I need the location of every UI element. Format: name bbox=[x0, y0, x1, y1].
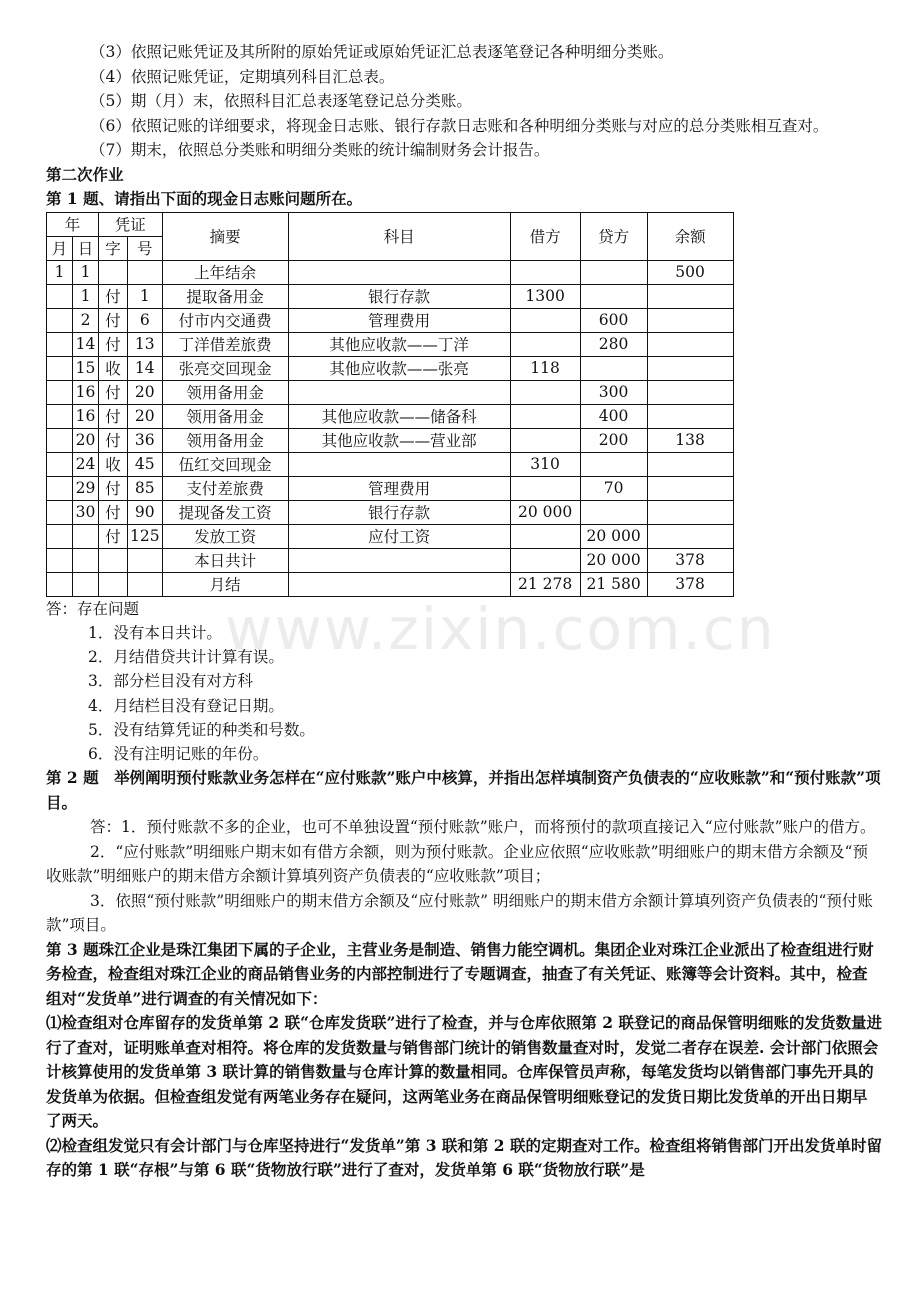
cell-debit: 310 bbox=[510, 452, 580, 476]
cell-subject: 银行存款 bbox=[288, 284, 510, 308]
cell-credit: 600 bbox=[580, 308, 647, 332]
cell-balance bbox=[647, 308, 733, 332]
cell-subject: 其他应收款——营业部 bbox=[288, 428, 510, 452]
cell-voucher-type: 付 bbox=[99, 308, 128, 332]
cell-voucher-number bbox=[128, 548, 163, 572]
table-row bbox=[47, 524, 734, 548]
header-year: 年 bbox=[47, 212, 99, 236]
header-credit: 贷方 bbox=[580, 212, 647, 260]
cell-voucher-number bbox=[128, 572, 163, 596]
cell-subject bbox=[288, 380, 510, 404]
cell-voucher-number: 36 bbox=[128, 428, 163, 452]
table-row bbox=[47, 332, 734, 356]
header-month: 月 bbox=[47, 236, 73, 260]
cell-debit: 21 278 bbox=[510, 572, 580, 596]
cell-summary: 支付差旅费 bbox=[162, 476, 288, 500]
cell-voucher-type: 收 bbox=[99, 356, 128, 380]
cell-summary: 领用备用金 bbox=[162, 380, 288, 404]
answer-item: 1．没有本日共计。 bbox=[88, 624, 222, 642]
cell-month bbox=[47, 476, 73, 500]
table-row bbox=[47, 380, 734, 404]
cell-day: 1 bbox=[73, 260, 99, 284]
cell-credit: 20 000 bbox=[580, 524, 647, 548]
cell-day: 24 bbox=[73, 452, 99, 476]
cell-balance bbox=[647, 356, 733, 380]
cell-summary: 领用备用金 bbox=[162, 404, 288, 428]
cell-voucher-number: 90 bbox=[128, 500, 163, 524]
cell-voucher-number: 1 bbox=[128, 284, 163, 308]
answer-item: 2．月结借贷共计计算有误。 bbox=[88, 648, 284, 667]
cell-debit bbox=[510, 404, 580, 428]
table-row bbox=[47, 500, 734, 524]
cell-credit bbox=[580, 500, 647, 524]
answer-label: 答：存在问题 bbox=[46, 599, 140, 618]
cell-day: 1 bbox=[73, 284, 99, 308]
cell-voucher-type: 付 bbox=[99, 404, 128, 428]
question-3-text: 珠江企业是珠江集团下属的子企业，主营业务是制造、销售力能空调机。集团企业对珠江企业派出了检查组进行财务检查，检查组对珠江企业的商品销售业务的内部控制进行了专题调查，抽查了有关凭证、账簿等会计资料。其中，检查组对“发货单”进行调查的有关情况如下： bbox=[46, 939, 874, 1008]
cell-debit bbox=[510, 332, 580, 356]
answer-item: 3．部分栏目没有对方科 bbox=[88, 672, 253, 691]
question-3-label: 第 3 题 bbox=[46, 939, 99, 959]
cell-voucher-number bbox=[128, 260, 163, 284]
cell-credit: 400 bbox=[580, 404, 647, 428]
document-page bbox=[46, 40, 882, 1183]
cell-summary: 上年结余 bbox=[162, 260, 288, 284]
cell-summary: 伍红交回现金 bbox=[162, 452, 288, 476]
cell-voucher-type: 付 bbox=[99, 428, 128, 452]
cell-voucher-number: 14 bbox=[128, 356, 163, 380]
answer-item: 6．没有注明记账的年份。 bbox=[88, 745, 269, 764]
table-header-row bbox=[47, 212, 734, 236]
cash-journal-table bbox=[46, 212, 734, 597]
intro-item: （3）依照记账凭证及其所附的原始凭证或原始凭证汇总表逐笔登记各种明细分类账。 bbox=[90, 43, 674, 61]
header-voucher: 凭证 bbox=[99, 212, 163, 236]
table-row bbox=[47, 404, 734, 428]
cell-voucher-type: 付 bbox=[99, 332, 128, 356]
cell-balance bbox=[647, 332, 733, 356]
cell-day: 16 bbox=[73, 404, 99, 428]
question-3-paragraph bbox=[46, 938, 882, 1012]
cell-month bbox=[47, 332, 73, 356]
cell-voucher-number: 125 bbox=[128, 524, 163, 548]
cell-debit bbox=[510, 308, 580, 332]
question-2-title: 第 2 题 举例阐明预付账款业务怎样在“应付账款”账户中核算，并指出怎样填制资产负债表的“应收账款”和“预付账款”项目。 bbox=[46, 768, 881, 812]
cell-summary: 提取备用金 bbox=[162, 284, 288, 308]
header-number: 号 bbox=[128, 236, 163, 260]
cell-summary: 提现备发工资 bbox=[162, 500, 288, 524]
cell-day bbox=[73, 524, 99, 548]
cell-voucher-type bbox=[99, 548, 128, 572]
cell-month bbox=[47, 524, 73, 548]
cell-subject: 银行存款 bbox=[288, 500, 510, 524]
cell-debit bbox=[510, 476, 580, 500]
table-row bbox=[47, 284, 734, 308]
intro-item: （6）依照记账的详细要求，将现金日志账、银行存款日志账和各种明细分类账与对应的总分类账相互查对。 bbox=[90, 116, 829, 135]
cell-credit: 200 bbox=[580, 428, 647, 452]
cell-debit bbox=[510, 260, 580, 284]
cell-debit: 1300 bbox=[510, 284, 580, 308]
cell-subject bbox=[288, 548, 510, 572]
cell-voucher-type: 付 bbox=[99, 476, 128, 500]
cell-balance bbox=[647, 284, 733, 308]
cell-day bbox=[73, 548, 99, 572]
question-1-answers bbox=[46, 621, 882, 766]
cell-summary: 月结 bbox=[162, 572, 288, 596]
cell-credit bbox=[580, 260, 647, 284]
question-2-answer: 答：1．预付账款不多的企业，也可不单独设置“预付账款”账户，而将预付的款项直接记入“应付账款”账户的借方。 bbox=[90, 818, 876, 837]
cell-month bbox=[47, 548, 73, 572]
table-row bbox=[47, 452, 734, 476]
cell-debit bbox=[510, 380, 580, 404]
header-subject: 科目 bbox=[288, 212, 510, 260]
header-debit: 借方 bbox=[510, 212, 580, 260]
header-balance: 余额 bbox=[647, 212, 733, 260]
cell-day: 16 bbox=[73, 380, 99, 404]
cell-credit: 300 bbox=[580, 380, 647, 404]
cell-day: 14 bbox=[73, 332, 99, 356]
table-row bbox=[47, 548, 734, 572]
cell-subject: 其他应收款——丁洋 bbox=[288, 332, 510, 356]
cell-credit: 21 580 bbox=[580, 572, 647, 596]
cell-summary: 发放工资 bbox=[162, 524, 288, 548]
cell-voucher-type: 付 bbox=[99, 380, 128, 404]
cell-credit bbox=[580, 356, 647, 380]
cell-subject bbox=[288, 572, 510, 596]
question-2-answer: 3．依照“预付账款”明细账户的期末借方余额及“应付账款” 明细账户的期末借方余额计算填列资产负债表的“预付账款”项目。 bbox=[46, 891, 873, 935]
cell-debit bbox=[510, 524, 580, 548]
cell-credit bbox=[580, 452, 647, 476]
cell-balance bbox=[647, 404, 733, 428]
table-row bbox=[47, 308, 734, 332]
cell-summary: 张亮交回现金 bbox=[162, 356, 288, 380]
cell-balance bbox=[647, 476, 733, 500]
cell-voucher-number: 20 bbox=[128, 380, 163, 404]
question-1-title: 第 1 题、请指出下面的现金日志账问题所在。 bbox=[46, 189, 363, 208]
cell-balance bbox=[647, 380, 733, 404]
cell-subject: 其他应收款——张亮 bbox=[288, 356, 510, 380]
cell-subject: 管理费用 bbox=[288, 476, 510, 500]
cell-balance: 378 bbox=[647, 548, 733, 572]
section-title: 第二次作业 bbox=[46, 164, 124, 184]
cell-voucher-number: 6 bbox=[128, 308, 163, 332]
cell-voucher-type: 收 bbox=[99, 452, 128, 476]
cell-balance: 138 bbox=[647, 428, 733, 452]
table-row bbox=[47, 476, 734, 500]
header-day: 日 bbox=[73, 236, 99, 260]
cell-balance: 500 bbox=[647, 260, 733, 284]
cell-summary: 本日共计 bbox=[162, 548, 288, 572]
intro-item: （4）依照记账凭证，定期填列科目汇总表。 bbox=[90, 67, 395, 86]
cell-month: 1 bbox=[47, 260, 73, 284]
table-row bbox=[47, 356, 734, 380]
answer-item: 4．月结栏目没有登记日期。 bbox=[88, 696, 284, 715]
cell-voucher-number: 20 bbox=[128, 404, 163, 428]
cell-subject: 其他应收款——储备科 bbox=[288, 404, 510, 428]
cell-balance bbox=[647, 524, 733, 548]
cell-voucher-type: 付 bbox=[99, 500, 128, 524]
question-2-answer: 2．“应付账款”明细账户期末如有借方余额，则为预付账款。企业应依照“应收账款”明细账户的期末借方余额及“预收账款”明细账户的期末借方余额计算填列资产负债表的“应收账款”项目； bbox=[46, 842, 868, 886]
cell-month bbox=[47, 428, 73, 452]
cell-month bbox=[47, 404, 73, 428]
cell-day: 20 bbox=[73, 428, 99, 452]
cell-subject: 管理费用 bbox=[288, 308, 510, 332]
table-row bbox=[47, 260, 734, 284]
cell-credit: 280 bbox=[580, 332, 647, 356]
cell-day bbox=[73, 572, 99, 596]
header-type: 字 bbox=[99, 236, 128, 260]
intro-item: （5）期（月）末，依照科目汇总表逐笔登记总分类账。 bbox=[90, 92, 472, 110]
cell-month bbox=[47, 284, 73, 308]
cell-day: 2 bbox=[73, 308, 99, 332]
cell-debit: 118 bbox=[510, 356, 580, 380]
intro-list bbox=[46, 40, 882, 163]
cell-balance bbox=[647, 500, 733, 524]
cell-balance bbox=[647, 452, 733, 476]
cell-day: 29 bbox=[73, 476, 99, 500]
cell-month bbox=[47, 572, 73, 596]
cell-credit bbox=[580, 284, 647, 308]
cell-month bbox=[47, 500, 73, 524]
cell-month bbox=[47, 356, 73, 380]
cell-month bbox=[47, 380, 73, 404]
cell-summary: 领用备用金 bbox=[162, 428, 288, 452]
cell-voucher-type bbox=[99, 260, 128, 284]
cell-debit: 20 000 bbox=[510, 500, 580, 524]
intro-item: （7）期末，依照总分类账和明细分类账的统计编制财务会计报告。 bbox=[90, 141, 550, 159]
cell-subject bbox=[288, 260, 510, 284]
cell-voucher-type bbox=[99, 572, 128, 596]
question-3-paragraph: ⑴检查组对仓库留存的发货单第 2 联“仓库发货联”进行了检查，并与仓库依照第 2 联登记的商品保管明细账的发货数量进行了查对，证明账单查对相符。将仓库的发货数量与销售部门统计的销售数量查对时，发觉二者存在误差. 会计部门依照会计核算使用的发货单第 3 联计算的销售数量与仓库计算的数量相同。仓库保管员声称，每笔发货均以销售部门事先开具的发货单为依据。但检查组发觉有两笔业务存在疑问，这两笔业务在商品保管明细账登记的发货日期比发货单的开出日期早了两天。 bbox=[46, 1013, 882, 1131]
cell-debit bbox=[510, 548, 580, 572]
cell-day: 15 bbox=[73, 356, 99, 380]
cell-subject: 应付工资 bbox=[288, 524, 510, 548]
cell-voucher-type: 付 bbox=[99, 284, 128, 308]
cell-month bbox=[47, 308, 73, 332]
header-summary: 摘要 bbox=[162, 212, 288, 260]
question-3-paragraph: ⑵检查组发觉只有会计部门与仓库坚持进行“发货单”第 3 联和第 2 联的定期查对工作。检查组将销售部门开出发货单时留存的第 1 联“存根”与第 6 联“货物放行联”进行了查对，发货单第 6 联“货物放行联”是 bbox=[46, 1135, 882, 1180]
cell-credit: 20 000 bbox=[580, 548, 647, 572]
cell-subject bbox=[288, 452, 510, 476]
cell-voucher-number: 13 bbox=[128, 332, 163, 356]
cell-debit bbox=[510, 428, 580, 452]
cell-summary: 丁洋借差旅费 bbox=[162, 332, 288, 356]
cell-summary: 付市内交通费 bbox=[162, 308, 288, 332]
cell-voucher-type: 付 bbox=[99, 524, 128, 548]
cell-month bbox=[47, 452, 73, 476]
cell-day: 30 bbox=[73, 500, 99, 524]
cell-credit: 70 bbox=[580, 476, 647, 500]
cell-balance: 378 bbox=[647, 572, 733, 596]
table-row bbox=[47, 428, 734, 452]
answer-item: 5．没有结算凭证的种类和号数。 bbox=[88, 720, 315, 739]
table-row bbox=[47, 572, 734, 596]
cell-voucher-number: 45 bbox=[128, 452, 163, 476]
watermark: www.zixin.com.cn bbox=[225, 595, 776, 663]
cell-voucher-number: 85 bbox=[128, 476, 163, 500]
